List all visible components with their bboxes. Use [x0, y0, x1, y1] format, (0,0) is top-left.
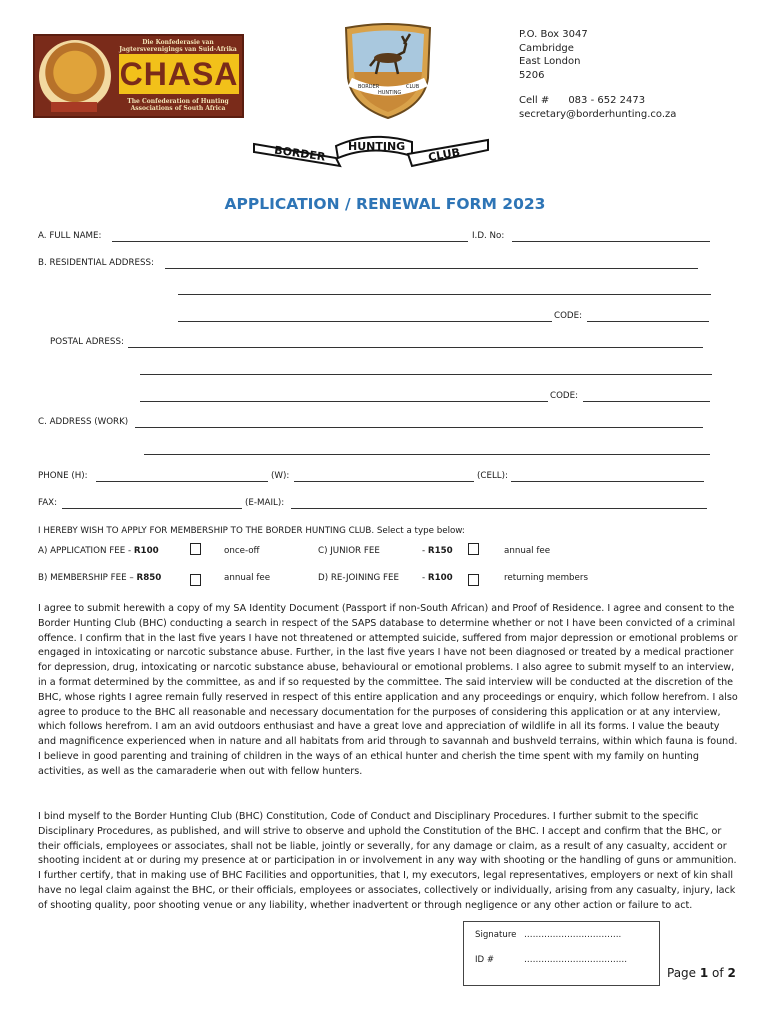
membership-fee-label: B) MEMBERSHIP FEE –: [38, 573, 137, 583]
id-no-field[interactable]: [512, 241, 710, 242]
id-no-label: I.D. No:: [472, 231, 505, 241]
page-current: 1: [699, 966, 709, 980]
chasa-logo: [33, 34, 244, 118]
phone-home-field[interactable]: [96, 481, 268, 482]
application-fee-option: [38, 546, 159, 556]
banner-text-club: CLUB: [427, 145, 462, 165]
page-title: APPLICATION / RENEWAL FORM 2023: [224, 195, 546, 213]
email-field[interactable]: [291, 508, 707, 509]
residential-address-label: B. RESIDENTIAL ADDRESS:: [38, 258, 154, 268]
postal-address-label: POSTAL ADRESS:: [50, 337, 124, 347]
membership-fee-checkbox[interactable]: [190, 574, 201, 586]
work-address-label: C. ADDRESS (WORK): [38, 417, 129, 427]
residential-address-field-2[interactable]: [178, 294, 711, 295]
application-fee-amount: R100: [133, 546, 159, 556]
fax-field[interactable]: [62, 508, 242, 509]
residential-address-field-3[interactable]: [178, 321, 552, 322]
membership-fee-amount: R850: [136, 573, 162, 583]
work-address-field-1[interactable]: [135, 427, 703, 428]
email-address: secretary@borderhunting.co.za: [519, 108, 677, 120]
town: Cambridge: [519, 42, 574, 54]
residential-code-label: CODE:: [554, 311, 583, 321]
residential-address-field-1[interactable]: [165, 268, 698, 269]
page-prefix: Page: [667, 966, 700, 980]
membership-intro: I HEREBY WISH TO APPLY FOR MEMBERSHIP TO THE BORDER HUNTING CLUB. Select a type below:: [38, 526, 465, 536]
signature-field[interactable]: …………………………….: [524, 930, 622, 940]
full-name-field[interactable]: [112, 241, 468, 242]
rejoining-fee-checkbox[interactable]: [468, 574, 479, 586]
rejoining-fee-amount-line: [422, 573, 453, 583]
email-label: (E-MAIL):: [245, 498, 285, 508]
postal-code-label: CODE:: [550, 391, 579, 401]
banner-text-border: BORDER: [273, 143, 327, 164]
signature-label: Signature: [475, 930, 517, 940]
junior-fee-amount-line: [422, 546, 453, 556]
junior-fee-label: C) JUNIOR FEE: [318, 546, 380, 556]
work-address-field-2[interactable]: [144, 454, 710, 455]
club-shield-logo: [340, 22, 436, 120]
phone-cell-label: (CELL):: [477, 471, 508, 481]
junior-fee-note: annual fee: [504, 546, 551, 556]
logo-bottom-text: The Confederation of Hunting Associations of South Africa: [127, 98, 229, 112]
phone-home-label: PHONE (H):: [38, 471, 88, 481]
junior-fee-dash: -: [422, 546, 428, 556]
declaration-paragraph-1: I agree to submit herewith a copy of my SA Identity Document (Passport if non-South African) and Proof of Residence. I agree and consent to the Border Hunting Club (BHC) conducting a search in respect of the SAPS database to determine whether or not I have been convicted of a criminal offence. I confirm that in the last five years I have not threatened or attempted suicide, suffered from major depression or emotional problems or engaged in intoxicating or narcotic substance abuse. Further, in the last five years I have not been diagnosed or treated by a medical practioner for depression, drug, intoxicating or narcotic substance abuse, behavioural or emotional problems. I also agree to submit myself to an interview, in a format determined by the committee, as and if so requested by the committee. The said interview will be conducted at the discretion of the BHC, whose rights I agree remain fully reserved in respect of this entire application and any proceedings or enquiry, which follow herefrom. I also agree to produce to the BHC all reasonable and necessary documentation for the purposes of considering this application or at any interview, which follows herefrom. I am an avid outdoors enthusiast and have a great love and appreciation of wildlife in all its forms. I value the beauty and magnificence experienced when in nature and all habitats from arid through to savannah and bushveld terrains, within which fauna is found. I believe in good parenting and training of children in the ways of an ethical hunter and cherish the time spent with my family on hunting activities, as well as the camaraderie when out with fellow hunters.: [38, 603, 738, 777]
application-fee-note: once-off: [224, 546, 260, 556]
banner-text-hunting: HUNTING: [348, 140, 406, 153]
junior-fee-checkbox[interactable]: [468, 543, 479, 555]
junior-fee-amount: R150: [427, 546, 453, 556]
cell-number: Cell # 083 - 652 2473: [519, 95, 646, 106]
fax-label: FAX:: [38, 498, 58, 508]
postal-address-field-1[interactable]: [128, 347, 703, 348]
rejoining-fee-amount: R100: [427, 573, 453, 583]
full-name-label: A. FULL NAME:: [38, 231, 102, 241]
phone-cell-field[interactable]: [511, 481, 704, 482]
contact-block: [519, 28, 676, 121]
signature-box: [463, 921, 660, 986]
membership-fee-note: annual fee: [224, 573, 271, 583]
phone-work-label: (W):: [271, 471, 290, 481]
rejoining-fee-label: D) RE-JOINING FEE: [318, 573, 399, 583]
po-box: P.O. Box 3047: [519, 29, 588, 40]
shield-text-border: BORDER: [358, 84, 380, 90]
logo-top-text: Die Konfederasie van Jagtersverenigings van Suid-Afrika: [119, 39, 237, 53]
shield-text-club: CLUB: [406, 84, 420, 90]
page-total: 2: [727, 966, 736, 980]
application-fee-checkbox[interactable]: [190, 543, 201, 555]
declaration-paragraph-2: I bind myself to the Border Hunting Club (BHC) Constitution, Code of Conduct and Disciplinary Procedures. I further submit to the specific Disciplinary Procedures, as published, and will strive to observe and uphold the Constitution of the BHC. I accept and confirm that the BHC, or their officials, employees or associates, shall not be liable, jointly or severally, for any damage or claim, as a result of any casualty, accident or shooting incident at or during my presence at or participation in or involvement in any way with shooting or the handling of guns or ammunition. I further certify, that in making use of BHC Facilities and opportunities, that I, my executors, legal representatives, employers or next of kin shall have no legal claim against the BHC, or their officials, employees or associates, collectively or individually, arising from any casualty, injury, lack of shooting quality, poor shooting venue or any liability, whether inadvertent or through negligence or any other action or failure to act.: [38, 811, 737, 911]
postal-address-field-2[interactable]: [140, 374, 712, 375]
membership-fee-option: [38, 573, 161, 583]
postal-code: 5206: [519, 69, 545, 81]
rejoining-fee-dash: -: [422, 573, 428, 583]
postal-address-field-3[interactable]: [140, 401, 548, 402]
id-number-label: ID #: [475, 955, 495, 965]
ribbon-icon: [51, 102, 97, 112]
phone-work-field[interactable]: [294, 481, 474, 482]
page-number: [667, 966, 736, 980]
id-number-field[interactable]: ………………………………: [524, 955, 628, 965]
shield-text-hunting: HUNTING: [378, 90, 402, 96]
club-banner-logo: [252, 132, 490, 172]
rejoining-fee-note: returning members: [504, 573, 588, 583]
postal-code-field[interactable]: [583, 401, 710, 402]
residential-code-field[interactable]: [587, 321, 709, 322]
page-of: of: [708, 966, 728, 980]
logo-word: CHASA: [119, 56, 239, 92]
application-fee-label: A) APPLICATION FEE -: [38, 546, 134, 556]
city: East London: [519, 56, 581, 67]
